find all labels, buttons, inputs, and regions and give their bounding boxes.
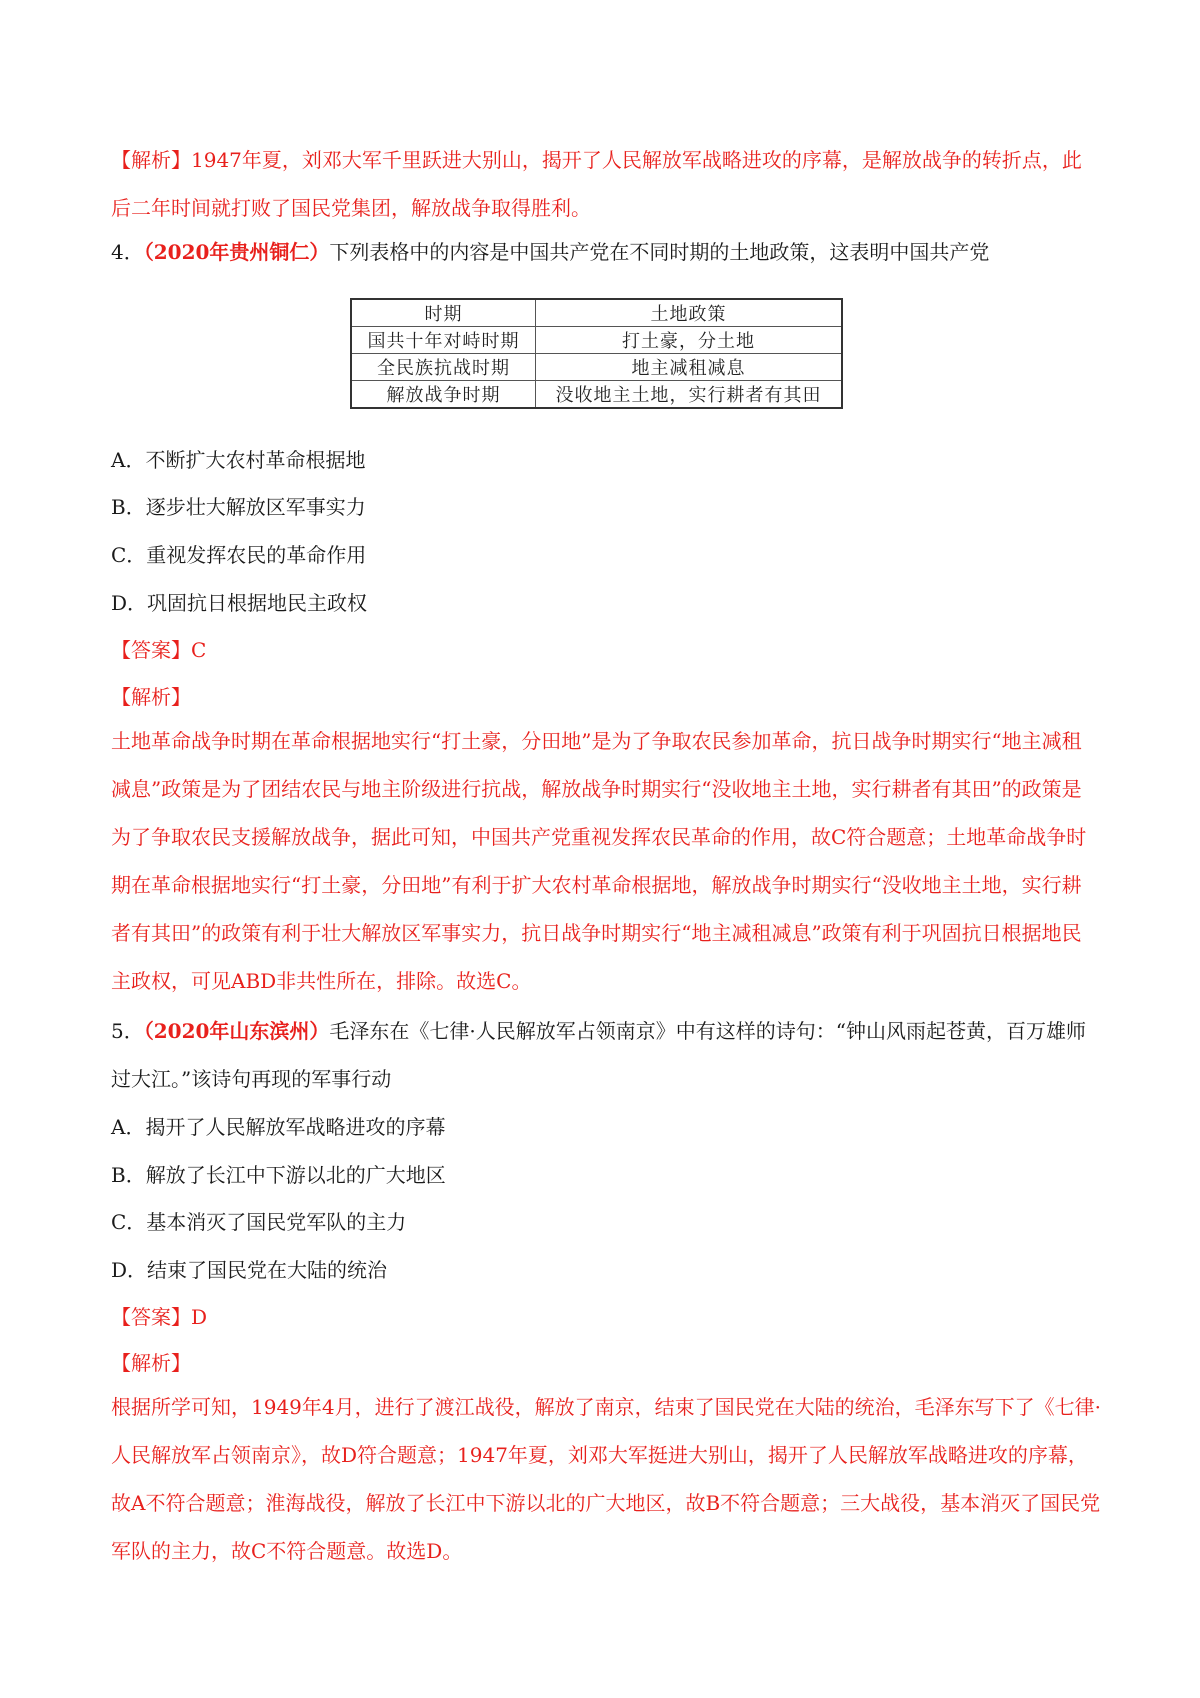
table-cell: 没收地主土地，实行耕者有其田 <box>536 381 843 409</box>
q5-option-c: C．基本消灭了国民党军队的主力 <box>111 1210 407 1234</box>
table-header-row <box>351 299 842 327</box>
q4-option-b: B．逐步壮大解放区军事实力 <box>111 495 366 519</box>
table-row <box>351 354 842 381</box>
prev-analysis <box>111 136 1101 232</box>
q5-stem: 毛泽东在《七律·人民解放军占领南京》中有这样的诗句：“钟山风雨起苍黄，百万雄师过大江。”该诗句再现的军事行动 <box>111 1019 1086 1091</box>
q5-option-b: B．解放了长江中下游以北的广大地区 <box>111 1163 446 1187</box>
table-cell: 国共十年对峙时期 <box>351 327 536 354</box>
q4-stem-line <box>111 236 989 265</box>
q5-answer-label: 【答案】 <box>111 1305 191 1329</box>
q5-option-a: A．揭开了人民解放军战略进攻的序幕 <box>111 1115 446 1139</box>
prev-analysis-text: 1947年夏，刘邓大军千里跃进大别山，揭开了人民解放军战略进攻的序幕，是解放战争的转折点，此后二年时间就打败了国民党集团，解放战争取得胜利。 <box>111 148 1082 220</box>
q5-answer-value: D <box>191 1305 208 1329</box>
table-header-policy: 土地政策 <box>536 299 843 327</box>
table-cell: 全民族抗战时期 <box>351 354 536 381</box>
table-row <box>351 381 842 409</box>
table-cell: 解放战争时期 <box>351 381 536 409</box>
table-cell: 地主减租减息 <box>536 354 843 381</box>
q5-analysis-label: 【解析】 <box>111 1351 191 1375</box>
q4-number: 4． <box>111 240 144 264</box>
q5-number: 5． <box>111 1019 144 1043</box>
q4-answer-value: C <box>191 638 207 662</box>
q4-analysis-label: 【解析】 <box>111 685 191 709</box>
q5-stem-block <box>111 1007 1101 1103</box>
q4-answer-label: 【答案】 <box>111 638 191 662</box>
q5-source: （2020年山东滨州） <box>143 1019 330 1043</box>
q4-analysis: 土地革命战争时期在革命根据地实行“打土豪，分田地”是为了争取农民参加革命，抗日战争时期实行“地主减租减息”政策是为了团结农民与地主阶级进行抗战，解放战争时期实行“没收地主土地，实行耕者有其田”的政策是为了争取农民支援解放战争，据此可知，中国共产党重视发挥农民革命的作用，故C符合题意；土地革命战争时期在革命根据地实行“打土豪，分田地”有利于扩大农村革命根据地，解放战争时期实行“没收地主土地，实行耕者有其田”的政策有利于壮大解放区军事实力，抗日战争时期实行“地主减租减息”政策有利于巩固抗日根据地民主政权，可见ABD非共性所在，排除。故选C。 <box>111 729 1087 993</box>
land-policy-table <box>350 298 843 409</box>
q4-option-d: D．巩固抗日根据地民主政权 <box>111 591 368 615</box>
q5-answer <box>111 1301 207 1330</box>
table-row <box>351 327 842 354</box>
prev-analysis-label: 【解析】 <box>111 148 191 172</box>
table-header-period: 时期 <box>351 299 536 327</box>
table-cell: 打土豪，分土地 <box>536 327 843 354</box>
q5-analysis: 根据所学可知，1949年4月，进行了渡江战役，解放了南京，结束了国民党在大陆的统治，毛泽东写下了《七律·人民解放军占领南京》，故D符合题意；1947年夏，刘邓大军挺进大别山，揭开了人民解放军战略进攻的序幕，故A不符合题意；淮海战役，解放了长江中下游以北的广大地区，故B不符合题意；三大战役，基本消灭了国民党军队的主力，故C不符合题意。故选D。 <box>111 1395 1101 1563</box>
q4-stem: 下列表格中的内容是中国共产党在不同时期的土地政策，这表明中国共产党 <box>329 240 990 264</box>
q5-option-d: D．结束了国民党在大陆的统治 <box>111 1258 388 1282</box>
q4-option-a: A．不断扩大农村革命根据地 <box>111 448 366 472</box>
q4-option-c: C．重视发挥农民的革命作用 <box>111 543 367 567</box>
q4-answer <box>111 634 206 663</box>
q4-source: （2020年贵州铜仁） <box>143 240 330 264</box>
